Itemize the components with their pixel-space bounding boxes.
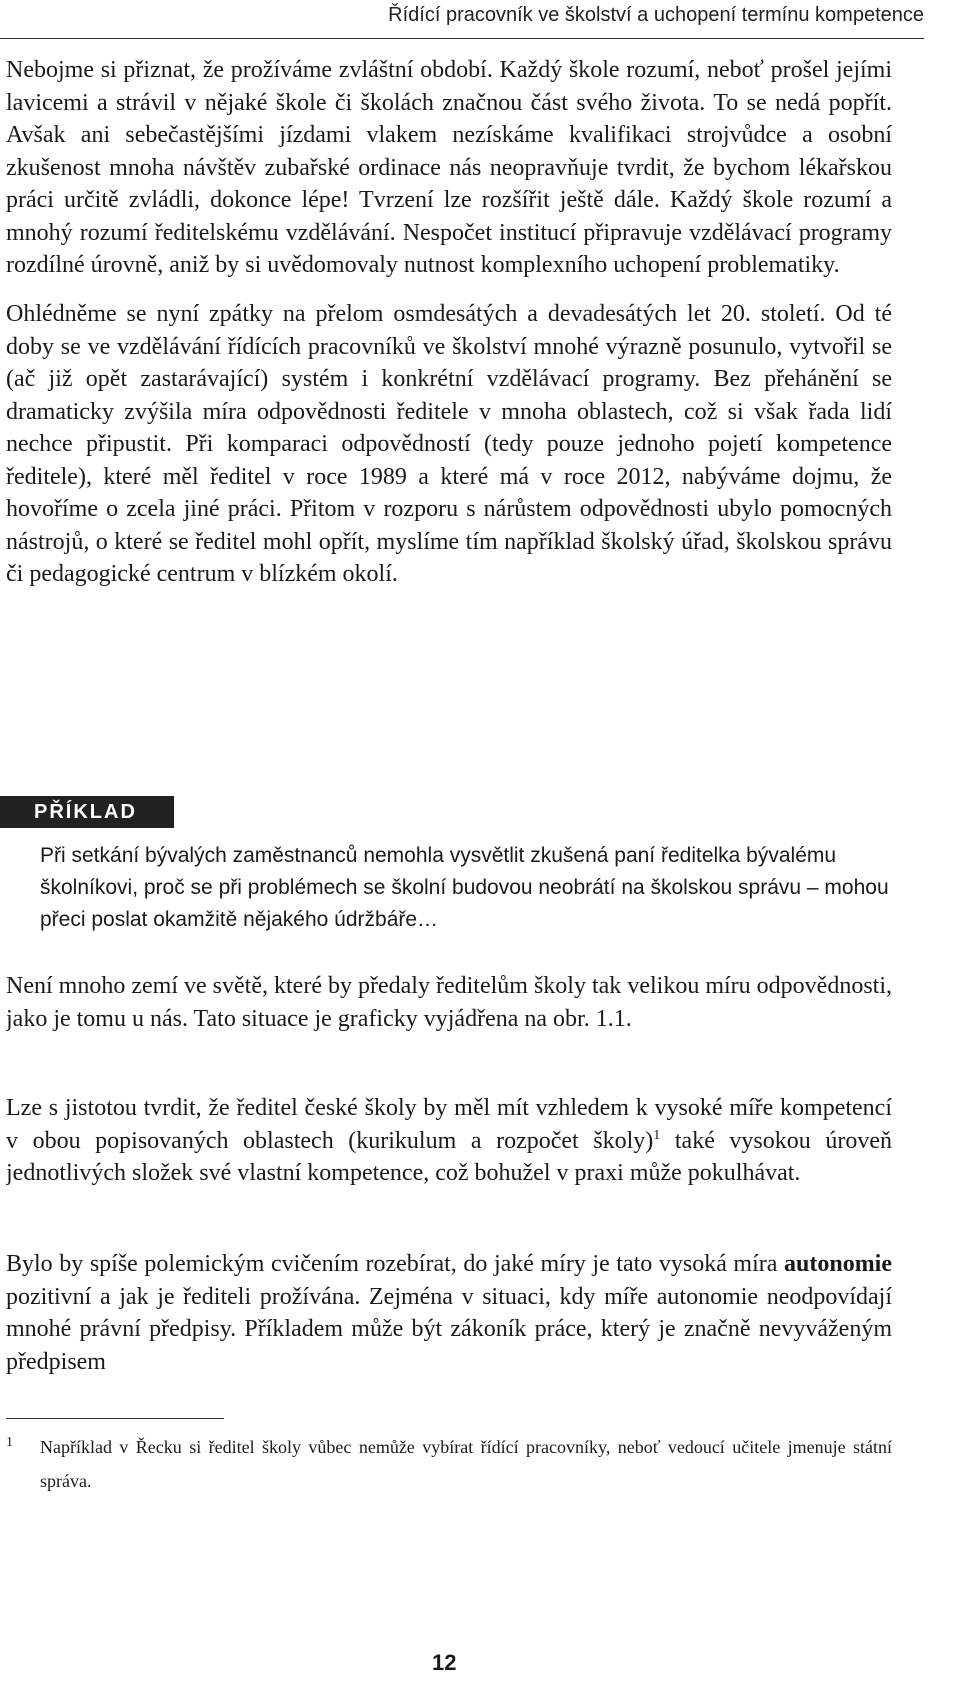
paragraph-3 <box>6 970 892 1072</box>
header-rule <box>0 38 924 39</box>
running-header <box>0 0 960 40</box>
footnote-reference[interactable]: 1 <box>653 1127 661 1143</box>
paragraph-5 <box>6 1248 892 1384</box>
footnote-text: Například v Řecku si ředitel školy vůbec nemůže vybírat řídící pracovníky, neboť vedoucí učitele jmenuje státní správa. <box>40 1437 892 1491</box>
paragraph-5-text-end: pozitivní a jak je řediteli prožívána. Zejména v situaci, kdy míře autonomie neodpovídají mnohé právní předpisy. Příkladem může být zákoník práce, který je značně nevyváženým předpisem <box>6 1283 892 1375</box>
paragraph-4-text-start: Lze s jistotou tvrdit, že ředitel české školy by měl mít vzhledem k vysoké míře kompetencí v obou popisovaných oblastech (kurikulum a rozpočet školy) <box>6 1095 892 1154</box>
paragraph-1-text: Nebojme si přiznat, že prožíváme zvláštní období. Každý škole rozumí, neboť prošel jejími lavicemi a strávil v nějaké škole či školách značnou část svého života. To se nedá popřít. Avšak ani sebečastějšími jízdami vlakem nezískáme kvalifikaci strojvůdce a osobní zkušenost mnoha návštěv zubařské ordinace nás neopravňuje tvrdit, že bychom lékařskou práci určitě zvládli, dokonce lépe! Tvrzení lze rozšířit ještě dále. Každý škole rozumí a mnohý rozumí ředitelskému vzdělávání. Nespočet institucí připravuje vzdělávací programy rozdílné úrovně, aniž by si uvědomovaly nutnost komplexního uchopení problematiky. <box>6 57 892 278</box>
paragraph-4 <box>6 1092 892 1228</box>
paragraph-2-text: Ohlédněme se nyní zpátky na přelom osmdesátých a devadesátých let 20. století. Od té doby se ve vzdělávání řídících pracovníků ve školství mnohé výrazně posunulo, vytvořil se (ač již opět zastarávající) systém i konkrétní vzdělávací programy. Bez přehánění se dramaticky zvýšila míra odpovědnosti ředitele v mnoha oblastech, což si však řada lidí nechce připustit. Při komparaci odpovědností (tedy pouze jednoho pojetí kompetence ředitele), které měl ředitel v roce 1989 a které má v roce 2012, nabýváme dojmu, že hovoříme o zcela jiné práci. Přitom v rozporu s nárůstem odpovědnosti ubylo pomocných nástrojů, o které se ředitel mohl opřít, myslíme tím například školský úřad, školskou správu či pedagogické centrum v blízkém okolí. <box>6 301 892 587</box>
example-text: Při setkání bývalých zaměstnanců nemohla vysvětlit zkušená paní ředitelka bývalému školníkovi, proč se při problémech se školní budovou neobrátí na školskou správu – mohou přeci poslat okamžitě nějakého údržbáře… <box>40 844 889 931</box>
footnote-marker: 1 <box>6 1435 13 1450</box>
example-label: PŘÍKLAD <box>0 796 174 828</box>
footnote <box>6 1430 892 1498</box>
footnote-rule <box>6 1418 224 1419</box>
paragraph-3-text: Není mnoho zemí ve světě, které by předaly ředitelům školy tak velikou míru odpovědnosti, jako je tomu u nás. Tato situace je graficky vyjádřena na obr. 1.1. <box>6 973 892 1032</box>
paragraph-1 <box>6 54 892 282</box>
paragraph-2 <box>6 298 892 591</box>
running-header-title: Řídící pracovník ve školství a uchopení termínu kompetence <box>388 4 924 26</box>
page-number-text: 12 <box>432 1650 457 1675</box>
emphasis-autonomie: autonomie <box>784 1251 892 1277</box>
paragraph-4-text-end: také vysokou úroveň jednotlivých složek své vlastní kompetence, což bohužel v praxi může pokulhávat. <box>6 1127 892 1186</box>
paragraph-5-text-start: Bylo by spíše polemickým cvičením rozebírat, do jaké míry je tato vysoká míra <box>6 1251 784 1277</box>
